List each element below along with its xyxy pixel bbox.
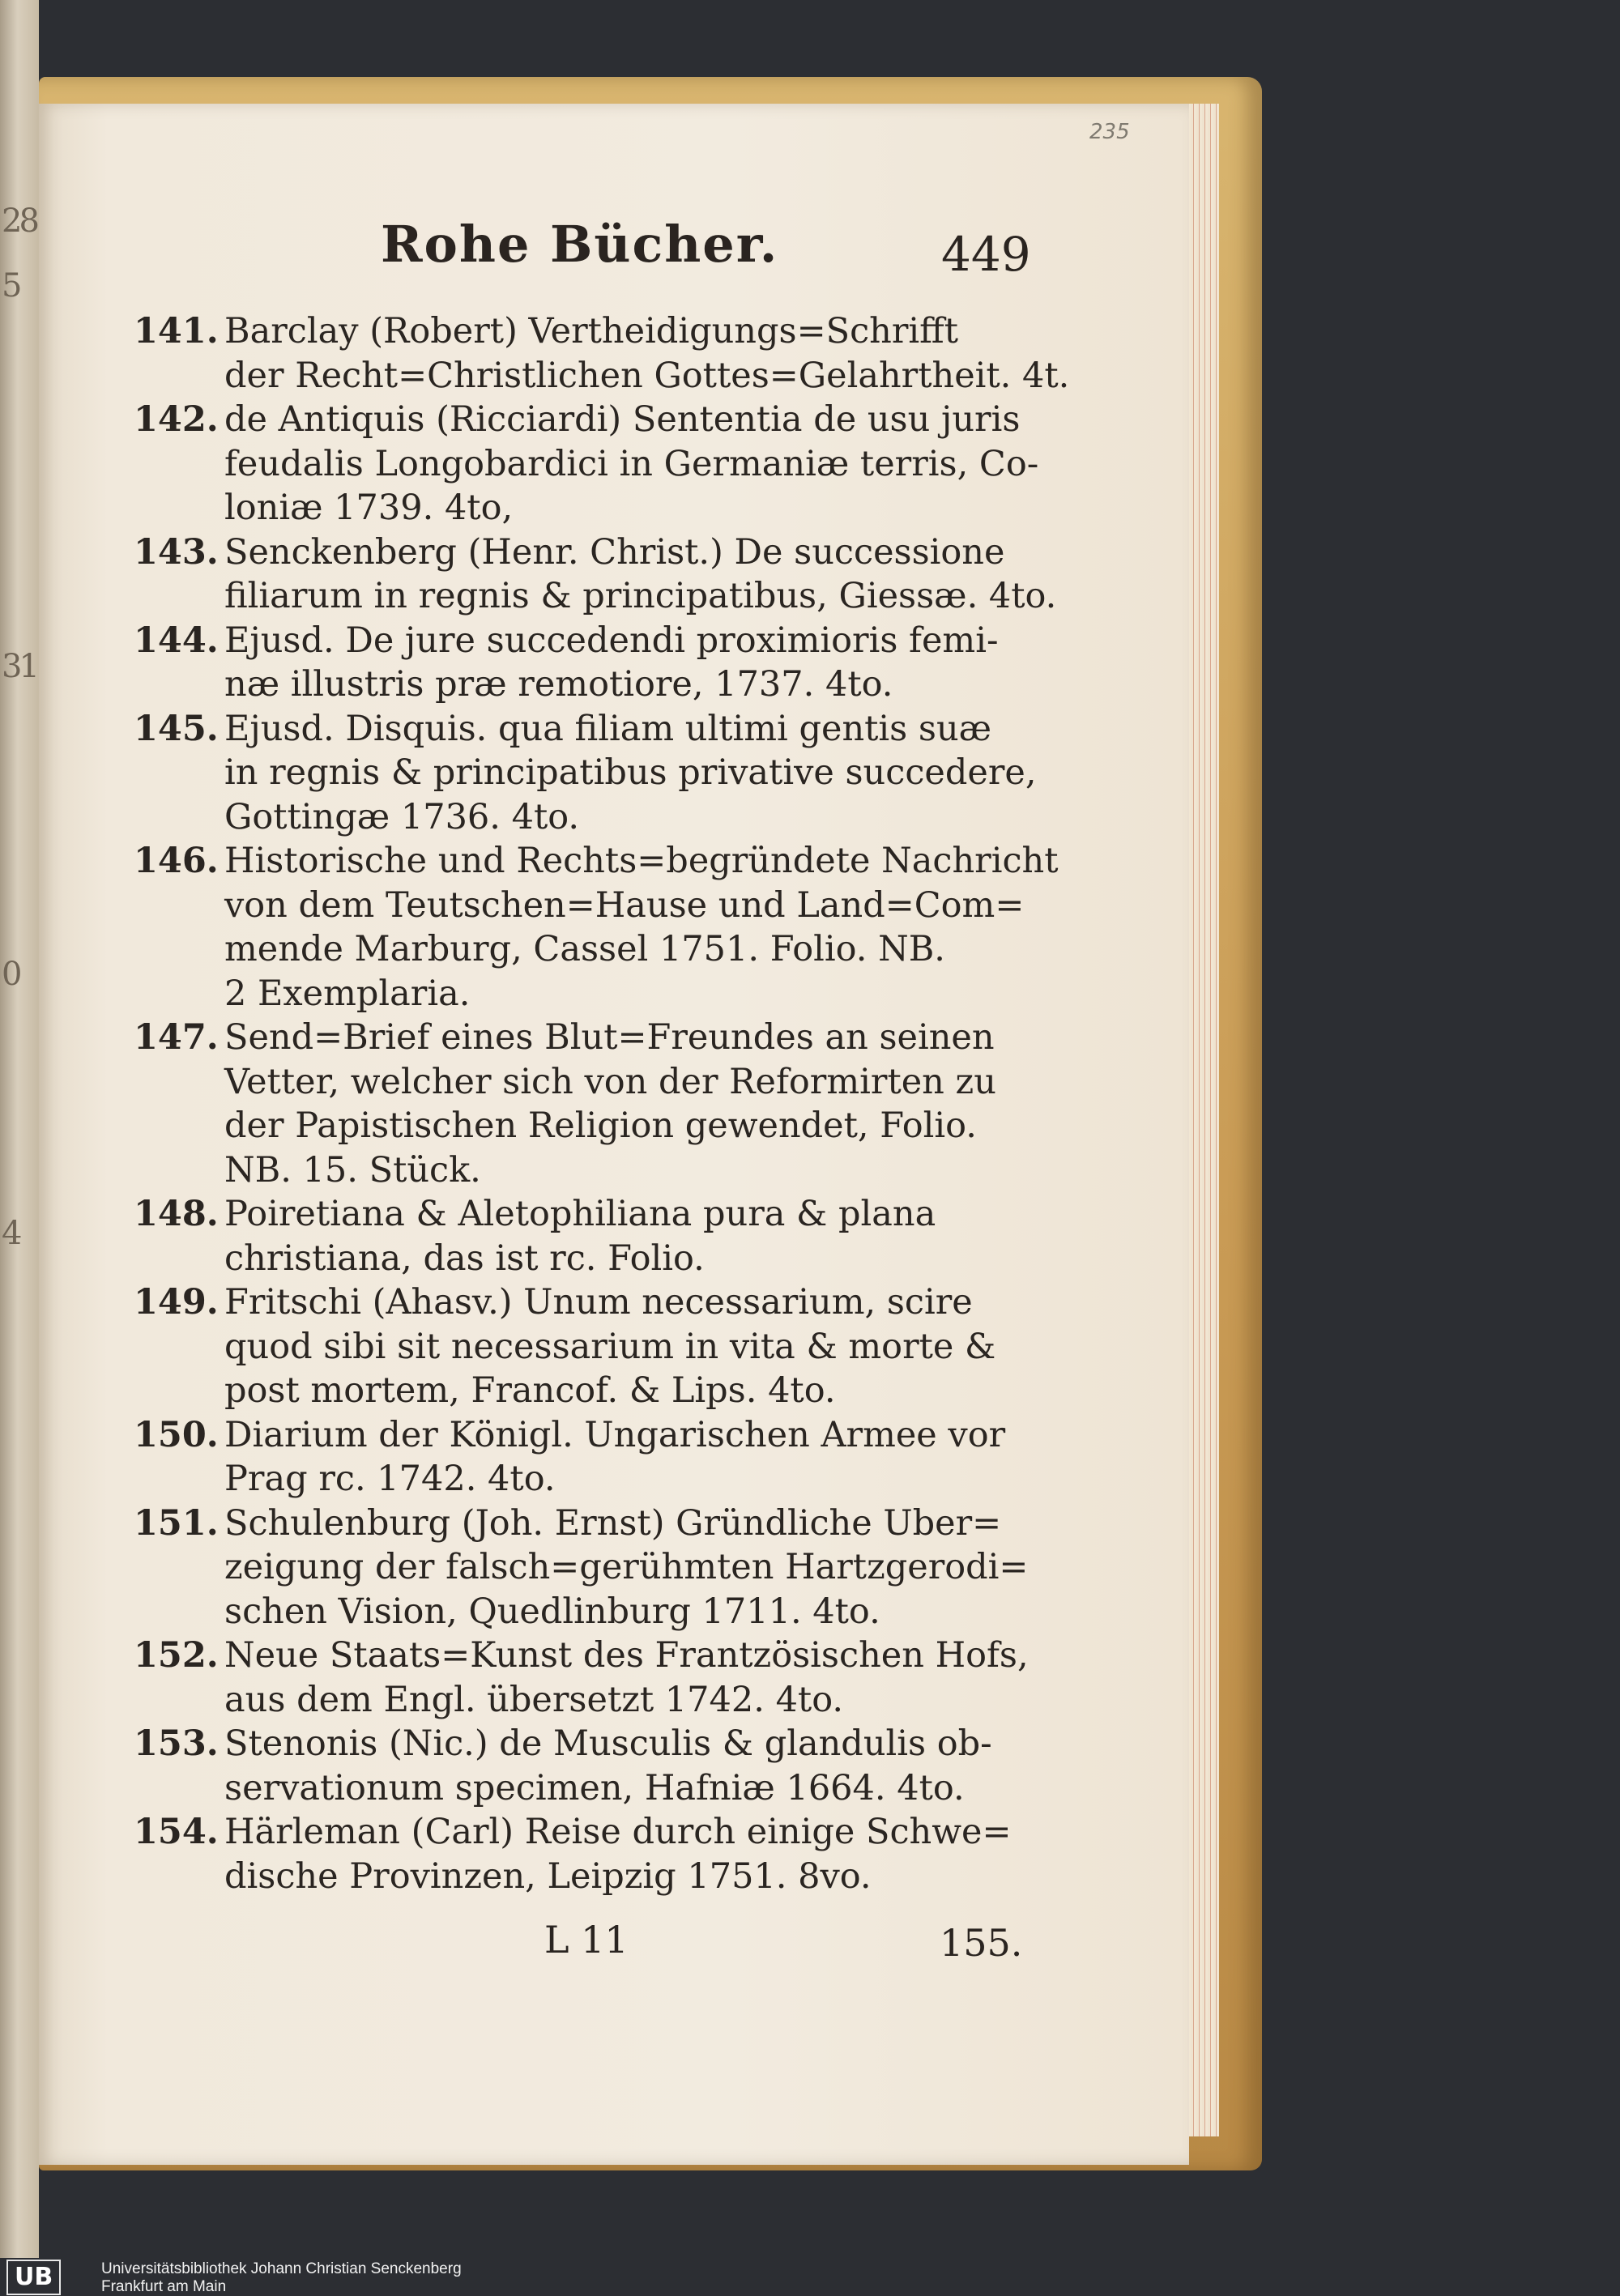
catalog-entry xyxy=(134,1413,1033,1502)
entry-text-line: Stenonis (Nic.) de Musculis & glandulis ob- xyxy=(224,1723,992,1764)
edge-mark: 4 xyxy=(2,1215,19,1252)
library-name: Universitätsbibliothek Johann Christian Senckenberg xyxy=(101,2260,462,2277)
catalog-entry xyxy=(134,1016,1033,1192)
entry-number: 151. xyxy=(134,1502,219,1544)
entry-number: 142. xyxy=(134,399,219,440)
edge-mark: 28 xyxy=(2,202,36,240)
entry-number: 146. xyxy=(134,841,219,881)
entry-text-line: 2 Exemplaria. xyxy=(224,973,471,1014)
edge-mark: 0 xyxy=(2,956,19,993)
entry-text-line: in regnis & principatibus privative succedere, xyxy=(224,752,1037,793)
printer-signature: L 11 xyxy=(544,1918,629,1962)
entry-number: 143. xyxy=(134,531,219,573)
catalog-entry xyxy=(134,707,1037,840)
library-logo: UB xyxy=(6,2260,61,2295)
catalog-entry xyxy=(134,530,1057,619)
catchword: 155. xyxy=(940,1921,1023,1965)
entry-text-line: Poiretiana & Aletophiliana pura & plana xyxy=(224,1194,936,1234)
page-number: 449 xyxy=(941,227,1031,282)
entry-text-line: Gottingæ 1736. 4to. xyxy=(224,796,580,837)
entry-text-line: quod sibi sit necessarium in vita & morte & xyxy=(224,1326,996,1367)
entry-number: 141. xyxy=(134,311,219,351)
entry-text-line: Prag rc. 1742. 4to. xyxy=(224,1459,556,1499)
edge-mark: 5 xyxy=(2,267,19,305)
entry-number: 152. xyxy=(134,1635,219,1676)
entry-text-line: Barclay (Robert) Vertheidigungs=Schrifft xyxy=(224,311,958,351)
running-head: Rohe Bücher. xyxy=(381,215,779,274)
catalog-entry xyxy=(134,1280,1033,1413)
entry-text-line: Ejusd. Disquis. qua filiam ultimi gentis suæ xyxy=(224,708,992,749)
entry-number: 145. xyxy=(134,708,219,749)
entry-text-line: filiarum in regnis & principatibus, Giessæ. 4to. xyxy=(224,576,1057,616)
entry-number: 153. xyxy=(134,1723,219,1764)
entry-text-line: aus dem Engl. übersetzt 1742. 4to. xyxy=(224,1679,844,1720)
catalog-entry xyxy=(134,398,1039,530)
entry-number: 148. xyxy=(134,1194,219,1234)
entry-number: 150. xyxy=(134,1414,219,1455)
catalog-entry xyxy=(134,1634,1033,1722)
entry-text-line: næ illustris præ remotiore, 1737. 4to. xyxy=(224,664,893,705)
entry-text-line: post mortem, Francof. & Lips. 4to. xyxy=(224,1370,836,1411)
entry-text-line: NB. 15. Stück. xyxy=(224,1149,481,1191)
catalog-entry xyxy=(134,1192,1033,1280)
entry-text-line: christiana, das ist rc. Folio. xyxy=(224,1237,705,1279)
entry-text-line: der Recht=Christlichen Gottes=Gelahrtheit. 4t. xyxy=(224,355,1070,396)
entry-text-line: Diarium der Königl. Ungarischen Armee vor xyxy=(224,1414,1006,1455)
entry-text-line: Send=Brief eines Blut=Freundes an seinen xyxy=(224,1017,995,1058)
catalog-entry xyxy=(134,1502,1033,1634)
entry-number: 147. xyxy=(134,1017,219,1058)
adjacent-page-edge xyxy=(0,0,39,2260)
catalog-entry-list xyxy=(134,309,1070,1898)
catalog-entry xyxy=(134,839,1059,1016)
entry-text-line: Schulenburg (Joh. Ernst) Gründliche Uber= xyxy=(224,1502,1002,1544)
entry-number: 154. xyxy=(134,1812,219,1852)
entry-text-line: der Papistischen Religion gewendet, Folio. xyxy=(224,1105,977,1146)
entry-text-line: loniæ 1739. 4to, xyxy=(224,488,514,528)
entry-text-line: Härleman (Carl) Reise durch einige Schwe= xyxy=(224,1812,1012,1852)
catalog-entry xyxy=(134,1810,1033,1898)
entry-text-line: Historische und Rechts=begründete Nachricht xyxy=(224,841,1059,881)
entry-text-line: schen Vision, Quedlinburg 1711. 4to. xyxy=(224,1591,880,1632)
entry-text-line: feudalis Longobardici in Germaniæ terris, Co- xyxy=(224,443,1039,484)
pencil-annotation: 235 xyxy=(1089,120,1130,144)
entry-text-line: mende Marburg, Cassel 1751. Folio. NB. xyxy=(224,929,945,969)
entry-number: 149. xyxy=(134,1282,219,1323)
edge-mark: 31 xyxy=(2,648,36,685)
entry-text-line: Vetter, welcher sich von der Reformirten zu xyxy=(224,1061,996,1102)
entry-text-line: Senckenberg (Henr. Christ.) De successione xyxy=(224,531,1005,573)
library-city: Frankfurt am Main xyxy=(101,2278,227,2295)
entry-text-line: zeigung der falsch=gerühmten Hartzgerodi= xyxy=(224,1547,1029,1587)
entry-number: 144. xyxy=(134,620,219,661)
entry-text-line: servationum specimen, Hafniæ 1664. 4to. xyxy=(224,1767,965,1808)
catalog-entry xyxy=(134,619,1033,707)
catalog-entry xyxy=(134,309,1070,398)
entry-text-line: dische Provinzen, Leipzig 1751. 8vo. xyxy=(224,1855,872,1897)
entry-text-line: Fritschi (Ahasv.) Unum necessarium, scire xyxy=(224,1282,973,1323)
catalog-entry xyxy=(134,1722,1033,1810)
entry-text-line: von dem Teutschen=Hause und Land=Com= xyxy=(224,884,1025,926)
entry-text-line: de Antiquis (Ricciardi) Sententia de usu juris xyxy=(224,399,1021,440)
entry-text-line: Neue Staats=Kunst des Frantzösischen Hofs, xyxy=(224,1635,1029,1676)
entry-text-line: Ejusd. De jure succedendi proximioris femi- xyxy=(224,620,999,661)
